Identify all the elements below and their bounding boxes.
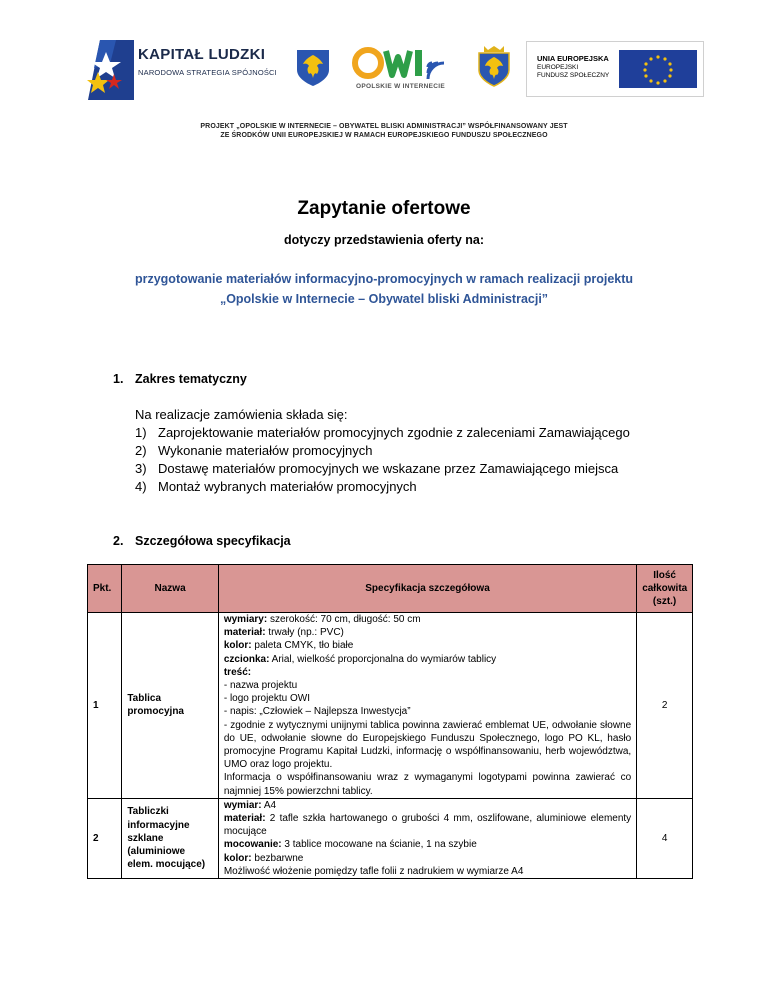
row-name: Tabliczki informacyjne szklane (aluminiowe elem. mocujące)	[122, 798, 219, 878]
row-pkt: 2	[88, 798, 122, 878]
section2-heading	[113, 534, 291, 548]
project-info-line2: ZE ŚRODKÓW UNII EUROPEJSKIEJ W RAMACH EUROPEJSKIEGO FUNDUSZU SPOŁECZNEGO	[220, 132, 548, 139]
spec-line: kolor: bezbarwne	[223, 852, 304, 864]
spec-line: czcionka: Arial, wielkość proporcjonalna do wymiarów tablicy	[223, 653, 497, 665]
row-pkt: 1	[88, 613, 122, 799]
eu-logo	[526, 41, 704, 97]
spec-line: - logo projektu OWI	[223, 693, 310, 705]
spec-line: wymiar: A4	[223, 799, 277, 811]
row-qty: 4	[637, 798, 693, 878]
row-name: Tablica promocyjna	[122, 613, 219, 799]
row-spec	[218, 613, 636, 799]
purpose-line2: „Opolskie w Internecie – Obywatel bliski Administracji”	[219, 292, 549, 306]
section1-number: 1.	[113, 372, 124, 386]
opolskie-coat-of-arms	[295, 48, 331, 88]
spec-line: - napis: „Człowiek – Najlepsza Inwestycja”	[223, 706, 411, 718]
spec-line: Możliwość włożenie pomiędzy tafle folii z nadrukiem w wymiarze A4	[223, 865, 524, 877]
crowned-eagle-shield-icon	[476, 44, 512, 88]
document-subtitle: dotyczy przedstawienia oferty na:	[283, 233, 485, 247]
kapital-ludzki-emblem-icon	[86, 38, 136, 102]
kapital-ludzki-logo	[86, 38, 276, 102]
eagle-shield-icon	[295, 48, 331, 88]
spec-line: - zgodnie z wytycznymi unijnymi tablica powinna zawierać emblemat UE, odwołanie słowne do UE, odwołanie słowne do Europejskiego Funduszu Społecznego, logo PO KL, hasło promocyjne Programu Kapitał Ludzki, informację o współfinansowaniu, herb województwa, UMO oraz logo projektu.	[223, 719, 632, 771]
eu-fund-line1: EUROPEJSKI	[537, 64, 579, 71]
table-row	[88, 613, 693, 799]
owi-subtitle: OPOLSKIE W INTERNECIE	[356, 83, 446, 90]
header-spec: Specyfikacja szczegółowa	[218, 565, 636, 613]
spec-line: treść:	[223, 666, 252, 678]
row-qty: 2	[637, 613, 693, 799]
spec-line: - nazwa projektu	[223, 680, 298, 692]
section2-number: 2.	[113, 534, 124, 548]
kapital-ludzki-subtitle: NARODOWA STRATEGIA SPÓJNOŚCI	[138, 68, 277, 77]
row-spec	[218, 798, 636, 878]
section2-title: Szczegółowa specyfikacja	[135, 534, 291, 548]
spec-line: Informacja o współfinansowaniu wraz z wymaganymi logotypami powinna zawierać co najmniej 15% powierzchni tablicy.	[223, 772, 632, 797]
list-item: 2) Wykonanie materiałów promocyjnych	[135, 443, 373, 458]
spec-line: materiał: 2 tafle szkła hartowanego o grubości 4 mm, oszlifowane, aluminiowe elementy mocujące	[223, 813, 632, 838]
opole-region-coat-of-arms	[476, 44, 512, 88]
owi-logo	[352, 45, 462, 99]
spec-line: mocowanie: 3 tablice mocowane na ścianie, 1 na szybie	[223, 839, 477, 851]
table-row	[88, 798, 693, 878]
header-pkt: Pkt.	[88, 565, 122, 613]
section1-title: Zakres tematyczny	[135, 372, 247, 386]
table-header-row	[88, 565, 693, 613]
header-name: Nazwa	[122, 565, 219, 613]
eu-title: UNIA EUROPEJSKA	[537, 54, 609, 63]
list-item: 1) Zaprojektowanie materiałów promocyjnych zgodnie z zaleceniami Zamawiającego	[135, 425, 630, 440]
document-title: Zapytanie ofertowe	[297, 198, 471, 219]
kapital-ludzki-title: KAPITAŁ LUDZKI	[138, 46, 266, 63]
spec-line: materiał: trwały (np.: PVC)	[223, 627, 344, 639]
section1-heading	[113, 372, 247, 386]
purpose-line1: przygotowanie materiałów informacyjno-promocyjnych w ramach realizacji projektu	[134, 272, 634, 286]
spec-line: kolor: paleta CMYK, tło białe	[223, 640, 354, 652]
specification-table	[87, 564, 693, 879]
spec-line: wymiary: szerokość: 70 cm, długość: 50 cm	[223, 614, 421, 625]
owi-wordmark-icon	[352, 45, 462, 83]
section1-intro: Na realizacje zamówienia składa się:	[135, 407, 348, 422]
header-qty: Ilość całkowita (szt.)	[637, 565, 693, 613]
list-item: 4) Montaż wybranych materiałów promocyjnych	[135, 479, 417, 494]
project-info-line1: PROJEKT „OPOLSKIE W INTERNECIE – OBYWATEL BLISKI ADMINISTRACJI” WSPÓŁFINANSOWANY JEST	[200, 123, 568, 130]
eu-fund-line2: FUNDUSZ SPOŁECZNY	[537, 72, 610, 79]
eu-flag-icon	[619, 50, 697, 88]
list-item: 3) Dostawę materiałów promocyjnych we wskazane przez Zamawiającego miejsca	[135, 461, 619, 476]
